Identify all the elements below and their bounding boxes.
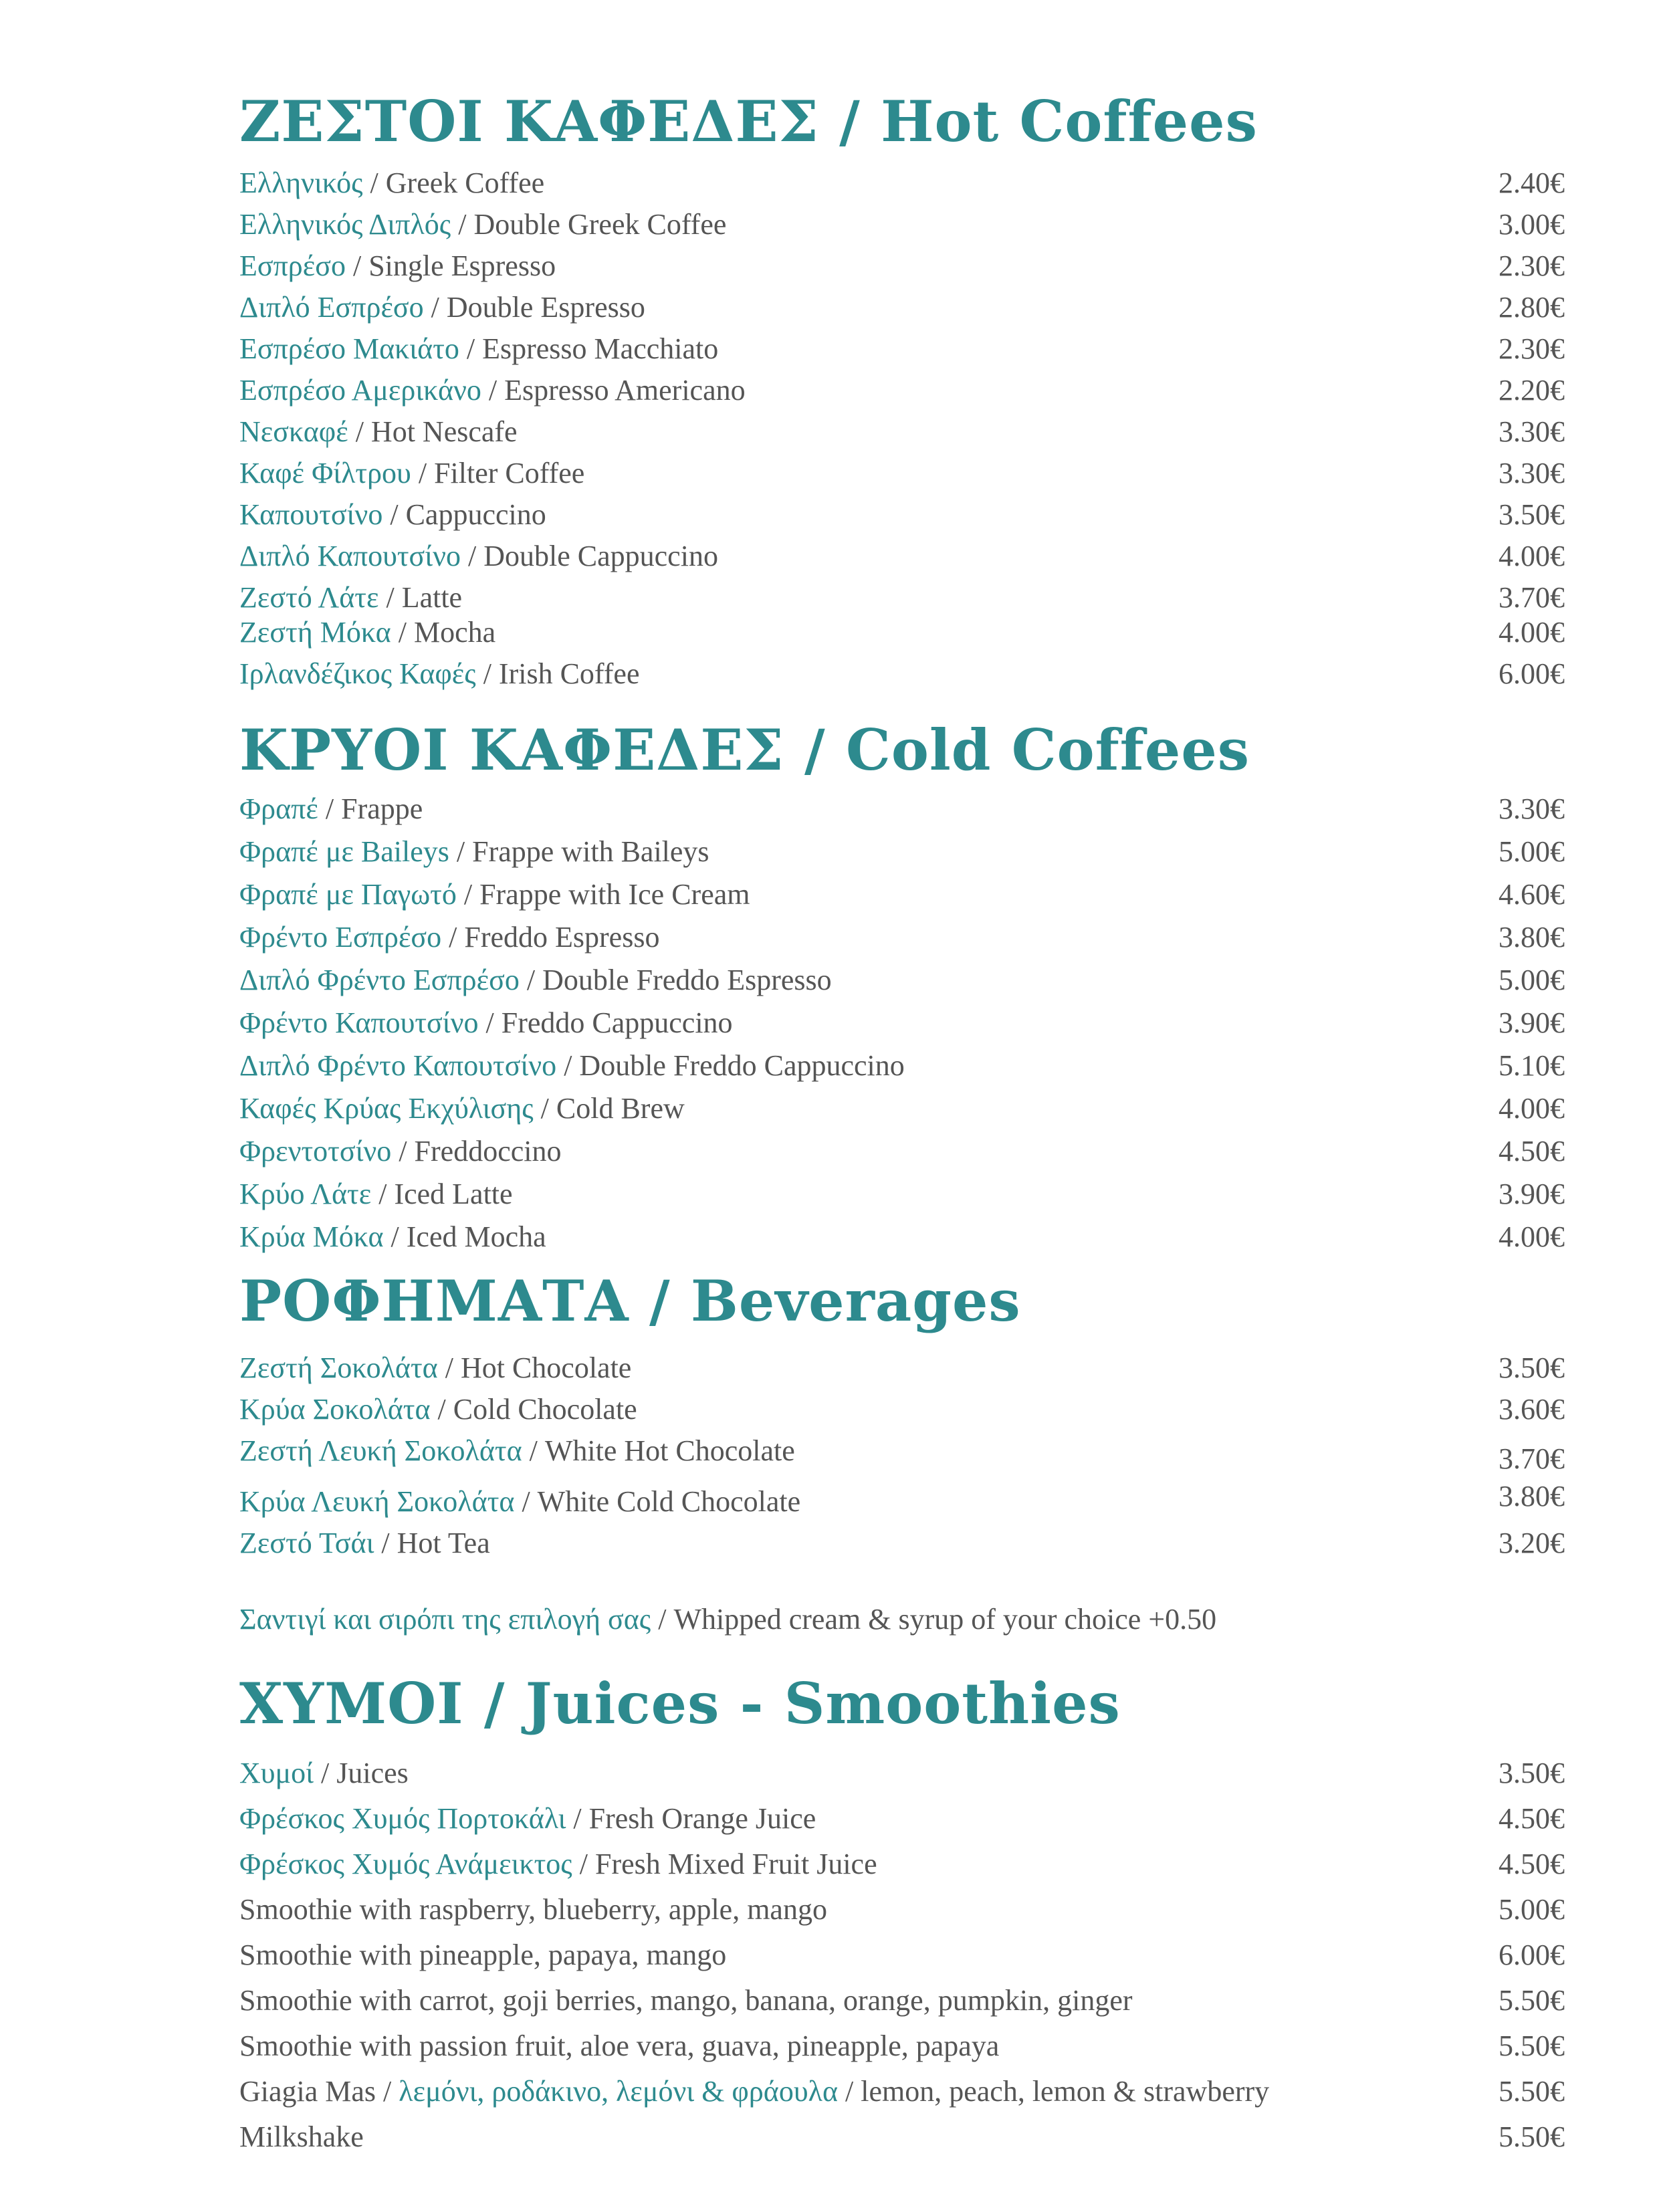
item-price: 3.90€ xyxy=(1499,1178,1565,1210)
menu-item: Ελληνικός Διπλός / Double Greek Coffee 3.00€ xyxy=(239,208,1565,241)
section-title: ΧΥΜΟΙ / Juices - Smoothies xyxy=(239,1670,1121,1737)
menu-item: Ζεστό Λάτε / Latte 3.70€ xyxy=(239,581,1565,614)
section-title: ΖΕΣΤΟΙ ΚΑΦΕΔΕΣ / Hot Coffees xyxy=(239,88,1258,154)
menu-item: Διπλό Εσπρέσο / Double Espresso 2.80€ xyxy=(239,291,1565,324)
item-english: Cold Chocolate xyxy=(453,1393,637,1426)
item-greek: Ελληνικός xyxy=(239,167,363,199)
item-english: Frappe with Ice Cream xyxy=(479,878,750,911)
item-english: Double Greek Coffee xyxy=(473,208,727,241)
item-greek: Φρέντο Εσπρέσο xyxy=(239,921,442,954)
menu-item: Διπλό Φρέντο Καπουτσίνο / Double Freddo Cappuccino 5.10€ xyxy=(239,1049,1565,1082)
menu-item: Φρέσκος Χυμός Ανάμεικτος / Fresh Mixed Fruit Juice 4.50€ xyxy=(239,1848,1565,1880)
item-english: White Hot Chocolate xyxy=(544,1434,795,1467)
item-english: Fresh Orange Juice xyxy=(588,1802,816,1835)
menu-item: Διπλό Φρέντο Εσπρέσο / Double Freddo Espresso 5.00€ xyxy=(239,964,1565,996)
item-price: 5.50€ xyxy=(1499,2075,1565,2108)
menu-item: Χυμοί / Juices 3.50€ xyxy=(239,1757,1565,1789)
section-beverages xyxy=(239,1268,1565,1636)
item-english: Cold Brew xyxy=(556,1092,685,1125)
item-english: Iced Mocha xyxy=(406,1220,546,1253)
item-english: Hot Chocolate xyxy=(460,1351,632,1384)
section-title: ΚΡΥΟΙ ΚΑΦΕΔΕΣ / Cold Coffees xyxy=(239,717,1250,783)
item-price: 2.20€ xyxy=(1499,374,1565,407)
item-price: 5.50€ xyxy=(1499,2029,1565,2062)
item-greek: Φραπέ με Παγωτό xyxy=(239,878,457,911)
menu-item: Διπλό Καπουτσίνο / Double Cappuccino 4.00€ xyxy=(239,540,1565,572)
item-price: 3.20€ xyxy=(1499,1527,1565,1559)
menu-item: Ζεστή Σοκολάτα / Hot Chocolate 3.50€ xyxy=(239,1351,1565,1384)
item-english: Whipped cream & syrup of your choice +0.50 xyxy=(673,1603,1217,1636)
menu-item: Ζεστή Λευκή Σοκολάτα / White Hot Chocolate 3.70€ xyxy=(239,1434,1565,1475)
item-greek: Ζεστή Σοκολάτα xyxy=(239,1351,438,1384)
item-english: Double Freddo Cappuccino xyxy=(579,1049,905,1082)
item-price: 4.00€ xyxy=(1499,540,1565,572)
item-english: Greek Coffee xyxy=(385,167,545,199)
item-prefix: Giagia Mas / xyxy=(239,2075,399,2108)
item-greek: Διπλό Φρέντο Εσπρέσο xyxy=(239,964,520,996)
item-greek: Ζεστό Λάτε xyxy=(239,581,379,614)
item-price: 4.00€ xyxy=(1499,1092,1565,1125)
item-greek: Ελληνικός Διπλός xyxy=(239,208,451,241)
menu-item: Φρέντο Καπουτσίνο / Freddo Cappuccino 3.90€ xyxy=(239,1006,1565,1039)
item-greek: Φρεντοτσίνο xyxy=(239,1135,392,1168)
menu-item: Φραπέ με Παγωτό / Frappe with Ice Cream 4.60€ xyxy=(239,878,1565,911)
item-english: Irish Coffee xyxy=(498,657,640,690)
item-price: 5.00€ xyxy=(1499,835,1565,868)
item-english: Mocha xyxy=(413,616,496,649)
item-price: 3.90€ xyxy=(1499,1006,1565,1039)
menu-item: Φραπέ / Frappe 3.30€ xyxy=(239,792,1565,825)
item-english: Hot Tea xyxy=(397,1527,490,1559)
section-hot-coffees xyxy=(239,88,1565,690)
menu-item: Ζεστή Μόκα / Mocha 4.00€ xyxy=(239,616,1565,649)
menu-item: Ιρλανδέζικος Καφές / Irish Coffee 6.00€ xyxy=(239,657,1565,690)
item-greek: Φραπέ με Baileys xyxy=(239,835,449,868)
item-greek: Φραπέ xyxy=(239,792,318,825)
item-price: 5.50€ xyxy=(1499,1984,1565,2017)
menu-item xyxy=(239,1941,1565,1970)
item-price: 2.40€ xyxy=(1499,167,1565,199)
item-greek: Διπλό Φρέντο Καπουτσίνο xyxy=(239,1049,557,1082)
item-english: Hot Nescafe xyxy=(370,415,518,448)
item-english: Double Cappuccino xyxy=(483,540,718,572)
item-price: 4.50€ xyxy=(1499,1135,1565,1168)
item-english: Iced Latte xyxy=(394,1178,513,1210)
item-price: 3.80€ xyxy=(1499,921,1565,954)
item-greek: Κρύα Μόκα xyxy=(239,1220,384,1253)
item-greek: Νεσκαφέ xyxy=(239,415,348,448)
item-english: Smoothie with raspberry, blueberry, apple, mango xyxy=(239,1893,827,1926)
item-greek: Καφέ Φίλτρου xyxy=(239,457,411,489)
item-english: Espresso Americano xyxy=(504,374,746,407)
item-price: 3.30€ xyxy=(1499,792,1565,825)
item-price: 5.00€ xyxy=(1499,1893,1565,1926)
menu-item: Κρύο Λάτε / Iced Latte 3.90€ xyxy=(239,1178,1565,1210)
item-english: Espresso Macchiato xyxy=(482,332,719,365)
item-greek: Εσπρέσο Αμερικάνο xyxy=(239,374,481,407)
menu-item: Φρεντοτσίνο / Freddoccino 4.50€ xyxy=(239,1135,1565,1168)
item-price: 3.30€ xyxy=(1499,415,1565,448)
section-cold-coffees xyxy=(239,717,1565,1253)
menu-item: Ζεστό Τσάι / Hot Tea 3.20€ xyxy=(239,1527,1565,1559)
item-greek: Καφές Κρύας Εκχύλισης xyxy=(239,1092,534,1125)
menu-item: Φραπέ με Baileys / Frappe with Baileys 5.00€ xyxy=(239,835,1565,868)
item-price: 3.60€ xyxy=(1499,1393,1565,1426)
item-greek: Φρέσκος Χυμός Πορτοκάλι xyxy=(239,1802,566,1835)
menu-item: Εσπρέσο Αμερικάνο / Espresso Americano 2.20€ xyxy=(239,374,1565,407)
item-price: 6.00€ xyxy=(1499,657,1565,690)
menu-item xyxy=(239,1895,1565,1924)
item-greek: Καπουτσίνο xyxy=(239,498,383,531)
item-greek: Διπλό Εσπρέσο xyxy=(239,291,424,324)
menu-item: Ελληνικός / Greek Coffee 2.40€ xyxy=(239,167,1565,199)
item-price: 5.10€ xyxy=(1499,1049,1565,1082)
menu-item: Κρύα Μόκα / Iced Mocha 4.00€ xyxy=(239,1220,1565,1253)
menu-item: Κρύα Λευκή Σοκολάτα / White Cold Chocolate 3.80€ xyxy=(239,1480,1565,1518)
item-english: Milkshake xyxy=(239,2120,364,2153)
menu-item xyxy=(239,1986,1565,2015)
menu-item: Φρέντο Εσπρέσο / Freddo Espresso 3.80€ xyxy=(239,921,1565,954)
item-price: 5.00€ xyxy=(1499,964,1565,996)
item-price: 3.50€ xyxy=(1499,498,1565,531)
menu-note: Σαντιγί και σιρόπι της επιλογή σας / Whipped cream & syrup of your choice +0.50 xyxy=(239,1603,1217,1636)
item-english: Single Espresso xyxy=(368,249,556,282)
item-english: Frappe xyxy=(341,792,423,825)
item-greek: Χυμοί xyxy=(239,1757,314,1789)
item-price: 3.70€ xyxy=(1499,581,1565,614)
item-greek: Ζεστή Μόκα xyxy=(239,616,391,649)
item-price: 6.00€ xyxy=(1499,1939,1565,1971)
item-price: 4.00€ xyxy=(1499,1220,1565,1253)
item-english: lemon, peach, lemon & strawberry xyxy=(861,2075,1270,2108)
item-english: Juices xyxy=(336,1757,409,1789)
item-greek: Ιρλανδέζικος Καφές xyxy=(239,657,476,690)
item-greek: Κρύα Λευκή Σοκολάτα xyxy=(239,1485,515,1518)
item-english: Smoothie with passion fruit, aloe vera, guava, pineapple, papaya xyxy=(239,2029,1000,2062)
item-greek: Διπλό Καπουτσίνο xyxy=(239,540,461,572)
menu-item: Φρέσκος Χυμός Πορτοκάλι / Fresh Orange Juice 4.50€ xyxy=(239,1802,1565,1835)
item-english: White Cold Chocolate xyxy=(537,1485,801,1518)
item-price: 2.30€ xyxy=(1499,332,1565,365)
menu-item: Καπουτσίνο / Cappuccino 3.50€ xyxy=(239,498,1565,531)
menu-item: Εσπρέσο / Single Espresso 2.30€ xyxy=(239,249,1565,282)
item-greek: Σαντιγί και σιρόπι της επιλογή σας xyxy=(239,1603,651,1636)
item-greek: Φρέντο Καπουτσίνο xyxy=(239,1006,479,1039)
menu-item: Νεσκαφέ / Hot Nescafe 3.30€ xyxy=(239,415,1565,448)
item-english: Latte xyxy=(401,581,463,614)
item-greek: Κρύο Λάτε xyxy=(239,1178,372,1210)
section-title: ΡΟΦΗΜΑΤΑ / Beverages xyxy=(239,1268,1021,1334)
item-greek: Εσπρέσο Μακιάτο xyxy=(239,332,459,365)
item-greek: λεμόνι, ροδάκινο, λεμόνι & φράουλα xyxy=(399,2075,839,2108)
item-english: Frappe with Baileys xyxy=(472,835,709,868)
item-price: 2.30€ xyxy=(1499,249,1565,282)
menu-item: Καφέ Φίλτρου / Filter Coffee 3.30€ xyxy=(239,457,1565,489)
item-english: Filter Coffee xyxy=(434,457,585,489)
menu-item: Giagia Mas / λεμόνι, ροδάκινο, λεμόνι & φράουλα / lemon, peach, lemon & strawberry 5.50€ xyxy=(239,2075,1565,2108)
item-price: 3.80€ xyxy=(1499,1480,1565,1513)
item-price: 5.50€ xyxy=(1499,2120,1565,2153)
item-price: 4.00€ xyxy=(1499,616,1565,649)
menu-item: Κρύα Σοκολάτα / Cold Chocolate 3.60€ xyxy=(239,1393,1565,1426)
item-english: Smoothie with pineapple, papaya, mango xyxy=(239,1939,727,1971)
item-price: 4.50€ xyxy=(1499,1802,1565,1835)
item-english: Freddo Espresso xyxy=(464,921,660,954)
item-price: 3.30€ xyxy=(1499,457,1565,489)
item-english: Double Freddo Espresso xyxy=(542,964,832,996)
item-english: Freddoccino xyxy=(414,1135,562,1168)
item-price: 2.80€ xyxy=(1499,291,1565,324)
item-greek: Εσπρέσο xyxy=(239,249,346,282)
item-english: Fresh Mixed Fruit Juice xyxy=(594,1848,877,1880)
item-greek: Φρέσκος Χυμός Ανάμεικτος xyxy=(239,1848,572,1880)
item-price: 3.70€ xyxy=(1499,1442,1565,1475)
item-price: 3.50€ xyxy=(1499,1757,1565,1789)
item-price: 3.00€ xyxy=(1499,208,1565,241)
item-greek: Κρύα Σοκολάτα xyxy=(239,1393,431,1426)
menu-item: Καφές Κρύας Εκχύλισης / Cold Brew 4.00€ xyxy=(239,1092,1565,1125)
item-english: Smoothie with carrot, goji berries, mango, banana, orange, pumpkin, ginger xyxy=(239,1984,1133,2017)
menu-item xyxy=(239,2122,1565,2152)
menu-item: Εσπρέσο Μακιάτο / Espresso Macchiato 2.30€ xyxy=(239,332,1565,365)
section-juices-smoothies xyxy=(239,1670,1565,2153)
item-english: Cappuccino xyxy=(405,498,546,531)
menu-item xyxy=(239,2031,1565,2061)
item-greek: Ζεστή Λευκή Σοκολάτα xyxy=(239,1434,522,1467)
item-price: 4.60€ xyxy=(1499,878,1565,911)
item-price: 4.50€ xyxy=(1499,1848,1565,1880)
item-english: Freddo Cappuccino xyxy=(501,1006,733,1039)
item-english: Double Espresso xyxy=(446,291,645,324)
item-greek: Ζεστό Τσάι xyxy=(239,1527,374,1559)
item-price: 3.50€ xyxy=(1499,1351,1565,1384)
